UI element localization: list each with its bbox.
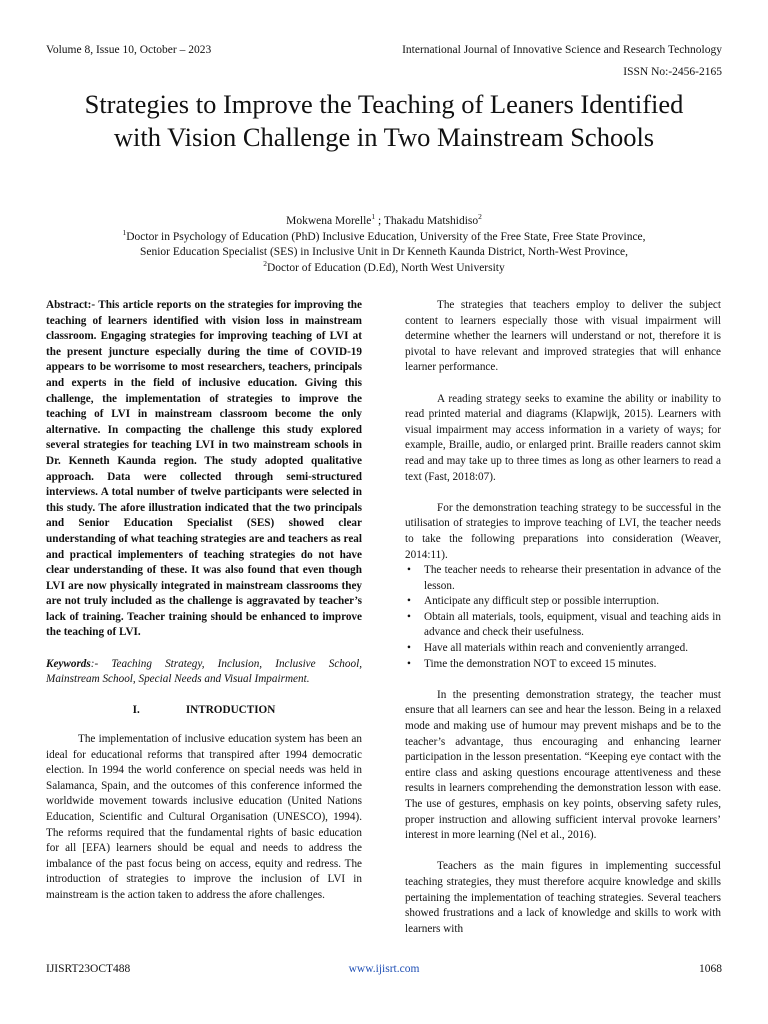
author-1-sup: 1 bbox=[371, 212, 376, 222]
paragraph-strategies: The strategies that teachers employ to deliver the subject content to learners especially those with visual impairment will determine whether the learners will understand or not, therefore it is pivotal to have relevant and improved strategies that will enhance learner performance. bbox=[405, 299, 721, 374]
affiliation-1-sup: 1 bbox=[122, 227, 127, 237]
footer-page-number: 1068 bbox=[699, 963, 722, 975]
author-block bbox=[46, 214, 722, 276]
author-2-sup: 2 bbox=[478, 212, 482, 222]
keywords bbox=[46, 657, 362, 688]
paragraph-reading-strategy: A reading strategy seeks to examine the ability or inability to read printed material and diagrams (Klapwijk, 2015). Learners with visual impairment may access information in a variety of ways; for example, Braille, audio, or enlarged print. Braille readers cannot skim read and may take up to three times as long as other learners to read a text (Fast, 2018:07). bbox=[405, 392, 721, 483]
author-separator: ; bbox=[375, 215, 384, 227]
author-2: Thakadu Matshidiso bbox=[383, 215, 479, 227]
header-journal: International Journal of Innovative Science and Research Technology bbox=[402, 44, 722, 56]
affiliation-2-text: Doctor of Education (D.Ed), North West University bbox=[266, 261, 505, 274]
author-1: Mokwena Morelle bbox=[286, 215, 372, 227]
list-item: • Have all materials within reach and conveniently arranged. bbox=[405, 641, 721, 657]
keywords-text: :- Teaching Strategy, Inclusion, Inclusive School, Mainstream School, Special Needs and Visual Impairment. bbox=[46, 657, 362, 686]
footer-paper-code: IJISRT23OCT488 bbox=[46, 963, 131, 975]
paragraph-demonstration: For the demonstration teaching strategy to be successful in the utilisation of strategies to improve teaching of LVI, the teacher needs to take the following preparations into consideration (Weaver, 2014:11). bbox=[405, 501, 721, 561]
header-volume: Volume 8, Issue 10, October – 2023 bbox=[46, 44, 212, 56]
paper-title: Strategies to Improve the Teaching of Leaners Identified with Vision Challenge in Two Mainstream Schools bbox=[84, 89, 684, 152]
preparation-list bbox=[405, 563, 721, 672]
list-item: • The teacher needs to rehearse their presentation in advance of the lesson. bbox=[405, 563, 721, 594]
keywords-label: Keywords bbox=[46, 657, 91, 670]
affiliation-1-text: Doctor in Psychology of Education (PhD) Inclusive Education, University of the Free State, Free State Province, bbox=[126, 230, 646, 243]
header-issn: ISSN No:-2456-2165 bbox=[623, 66, 722, 78]
affiliation-2 bbox=[46, 258, 722, 277]
paragraph-presenting: In the presenting demonstration strategy, the teacher must ensure that all learners can see and hear the lesson. Being in a relaxed mode and making use of humour may prevent mishaps and be to the teacher’s advantage, thus encouraging and enhancing learner participation in the lesson presentation. “Keeping eye contact with the entire class and asking questions encourage attentiveness and these results in learners comprehending the demonstration lesson with ease. The use of gestures, emphasis on key points, observing safety rules, proper instruction and allowing sufficient interval provoke learners’ interest in more learning (Nel et al., 2016). bbox=[405, 688, 721, 842]
list-item: • Obtain all materials, tools, equipment, visual and teaching aids in advance and check their usefulness. bbox=[405, 610, 721, 641]
list-item: • Anticipate any difficult step or possible interruption. bbox=[405, 594, 721, 610]
left-column bbox=[46, 298, 362, 904]
section-number: I. bbox=[132, 704, 140, 717]
list-item: • Time the demonstration NOT to exceed 15 minutes. bbox=[405, 657, 721, 673]
abstract: Abstract:- This article reports on the strategies for improving the teaching of learners identified with vision loss in mainstream classroom. Engaging strategies for improving teaching of LVI at the present juncture especially during the time of COVID-19 appears to be worrisome to most researchers, teachers, principals and experts in the field of inclusive education. Giving this challenge, the implementation of strategies to improve the teaching of LVI in mainstream classroom become the only alternative. In compacting the challenge this study explored several strategies for teaching LVI in two mainstream schools in Dr. Kenneth Kaunda region. The study adopted qualitative approach. Data were collected through semi-structured interviews. A total number of twelve participants were selected in this study. The afore illustration indicated that the two principals and Senior Education Specialist (SES) showed clear understanding of what teaching strategies are and teachers as real and practical implementers of teaching strategies do not have clear understanding of these. It was also found that even though LVI are now physically integrated in mainstream classrooms they are not truly included as the challenge is aggravated by teacher’s lack of training. Teacher training should be enhanced to improve the teaching of LVI. bbox=[46, 299, 362, 639]
right-column bbox=[405, 298, 721, 937]
intro-paragraph: The implementation of inclusive education system has been an ideal for educational reforms that transpired after 1994 democratic election. In 1994 the world conference on special needs was held in Salamanca, Spain, and the outcomes of this conference informed the worldwide movement towards inclusive education (United Nations Education, Scientific and Cultural Organisation (UNESCO), 1994). The reforms required that the fundamental rights of basic education for all [EFA) learners should be equal and needs to address the imbalance of the past focus being on access, equity and redress. The introduction of strategies to improve the inclusion of LVI in mainstream is the action taken to address the afore challenges. bbox=[46, 733, 362, 901]
section-title: INTRODUCTION bbox=[185, 704, 276, 717]
author-line bbox=[46, 214, 722, 230]
paragraph-teachers: Teachers as the main figures in implementing successful teaching strategies, they must therefore acquire knowledge and skills pertaining the implementation of teaching strategies. Several teachers showed frustrations and a lack of knowledge and skills to work with learners with bbox=[405, 860, 721, 935]
section-heading-introduction bbox=[46, 703, 362, 719]
affiliation-2-sup: 2 bbox=[263, 258, 267, 268]
affiliation-1-line-1 bbox=[46, 227, 722, 246]
footer-url-link[interactable]: www.ijisrt.com bbox=[348, 963, 420, 975]
affiliation-1-line-2: Senior Education Specialist (SES) in Inclusive Unit in Dr Kenneth Kaunda District, North-West Province, bbox=[139, 246, 629, 258]
